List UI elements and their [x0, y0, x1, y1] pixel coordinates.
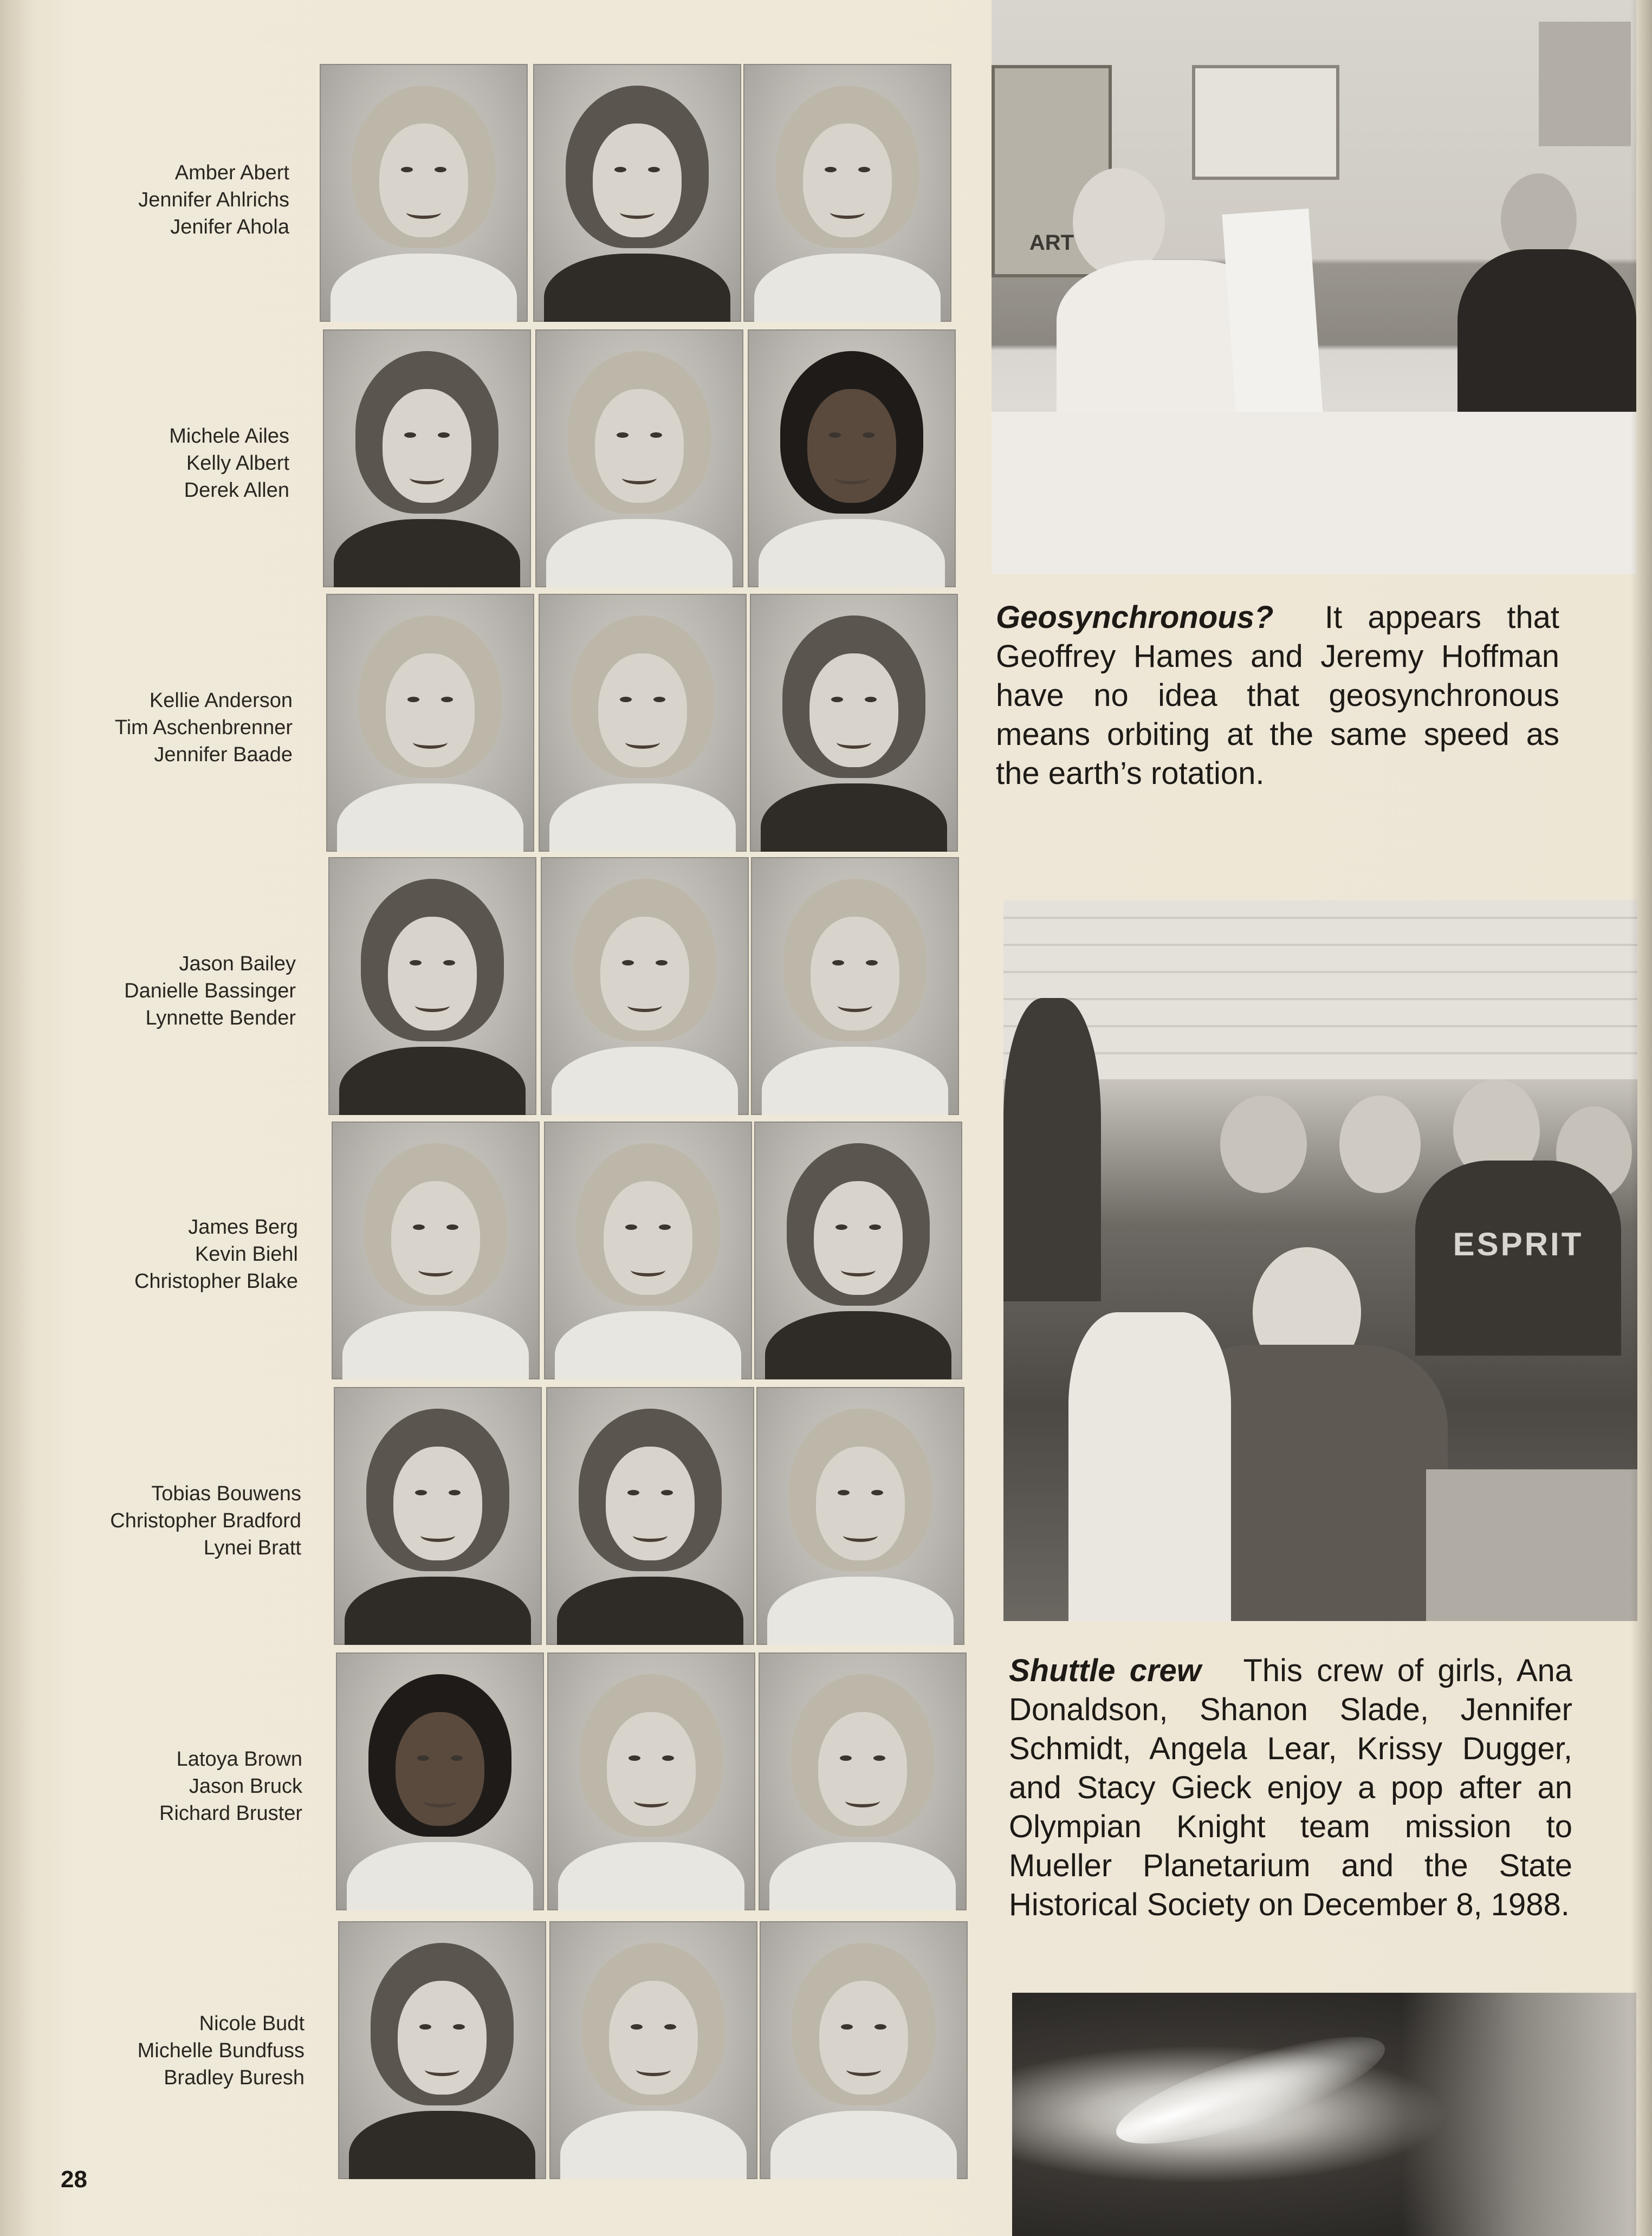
student-name: Jason Bailey [179, 952, 296, 975]
student-name: Kellie Anderson [149, 689, 293, 712]
portrait-photo [754, 1122, 962, 1379]
white-jacket [1068, 1312, 1231, 1621]
student-name: Richard Bruster [159, 1802, 302, 1825]
caption-text: It appears that Geoffrey Hames and Jeremy Hoffman have no idea that geosynchronous means orbiting at the same speed as the earth’s rotation. [996, 600, 1559, 791]
comet-streak [1106, 2016, 1395, 2165]
paper-sheet [1222, 209, 1325, 442]
portrait-photo [334, 1387, 542, 1645]
student-name: Latoya Brown [176, 1748, 302, 1771]
names-row-8 [77, 2010, 305, 2091]
student-name: Michelle Bundfuss [137, 2039, 305, 2062]
art-sign-text: ART [1029, 231, 1074, 255]
student-name: Christopher Bradford [110, 1509, 301, 1532]
wall-picture [1192, 65, 1339, 180]
student-name: Jennifer Baade [154, 743, 293, 766]
portrait-photo [756, 1387, 964, 1645]
portrait-photo [541, 857, 749, 1115]
student-name: Amber Abert [174, 161, 289, 184]
esprit-sweatshirt [1415, 1161, 1621, 1356]
caption-lead: Shuttle crew [1009, 1653, 1201, 1688]
names-row-5 [70, 1214, 298, 1295]
portrait-photo [338, 1921, 546, 2179]
girl-face [1220, 1096, 1307, 1193]
student-name: Derek Allen [184, 479, 289, 502]
names-row-3 [65, 687, 293, 768]
student-sweater [1457, 249, 1636, 428]
portrait-photo [546, 1387, 754, 1645]
classroom-photo [992, 0, 1636, 574]
table-surface [992, 412, 1636, 574]
names-row-2 [62, 423, 289, 504]
portrait-photo [539, 594, 747, 852]
portrait-photo [750, 594, 958, 852]
student-name: Tobias Bouwens [151, 1482, 301, 1505]
student-name: Jenifer Ahola [170, 216, 289, 238]
portrait-photo [549, 1921, 757, 2179]
shuttle-crew-photo [1003, 900, 1637, 1621]
names-row-4 [68, 950, 296, 1032]
student-name: James Berg [188, 1216, 298, 1239]
student-name: Kelly Albert [186, 452, 289, 475]
portrait-photo [336, 1652, 544, 1910]
sweatshirt-text: ESPRIT [1453, 1226, 1584, 1262]
caption-lead: Geosynchronous? [996, 600, 1274, 635]
names-row-1 [62, 159, 289, 241]
student-name: Michele Ailes [169, 425, 289, 448]
portrait-photo [759, 1652, 967, 1910]
portrait-photo [535, 329, 743, 587]
portrait-photo [544, 1122, 752, 1379]
caption-text: This crew of girls, Ana Donaldson, Shanon Slade, Jennifer Schmidt, Angela Lear, Krissy Dugger, and Stacy Gieck enjoy a pop after an Olympian Knight team mission to Mueller Planetarium and the State Historical Society on December 8, 1988. [1009, 1653, 1573, 1922]
caption-geosynchronous [996, 598, 1559, 793]
student-name: Lynei Bratt [203, 1537, 301, 1559]
girl-face [1339, 1096, 1421, 1193]
student-name: Christopher Blake [134, 1270, 298, 1293]
portrait-photo [760, 1921, 968, 2179]
portrait-photo [328, 857, 536, 1115]
student-name: Bradley Buresh [164, 2066, 305, 2089]
caption-shuttle-crew [1009, 1651, 1572, 1924]
student-name: Nicole Budt [199, 2012, 305, 2035]
person-silhouette [1003, 998, 1101, 1301]
names-row-7 [75, 1746, 302, 1827]
portrait-photo [320, 64, 528, 322]
student-name: Lynnette Bender [145, 1007, 296, 1029]
names-row-6 [74, 1480, 301, 1561]
table-surface [1426, 1469, 1637, 1621]
portrait-photo [751, 857, 959, 1115]
student-name: Tim Aschenbrenner [114, 716, 293, 739]
brick-wall [1003, 900, 1637, 1079]
student-name: Kevin Biehl [195, 1243, 298, 1266]
portrait-photo [332, 1122, 540, 1379]
student-name: Jason Bruck [189, 1775, 302, 1798]
page-edge-shadow [1630, 0, 1652, 2236]
portrait-photo [748, 329, 956, 587]
portrait-photo [323, 329, 531, 587]
portrait-photo [547, 1652, 755, 1910]
light-wash [1402, 1993, 1636, 2236]
wall-picture [1539, 22, 1631, 146]
comet-photo [1012, 1993, 1636, 2236]
portrait-photo [743, 64, 951, 322]
page-number: 28 [61, 2166, 87, 2193]
student-name: Danielle Bassinger [124, 980, 296, 1002]
portrait-photo [533, 64, 741, 322]
portrait-photo [326, 594, 534, 852]
student-name: Jennifer Ahlrichs [138, 189, 289, 211]
